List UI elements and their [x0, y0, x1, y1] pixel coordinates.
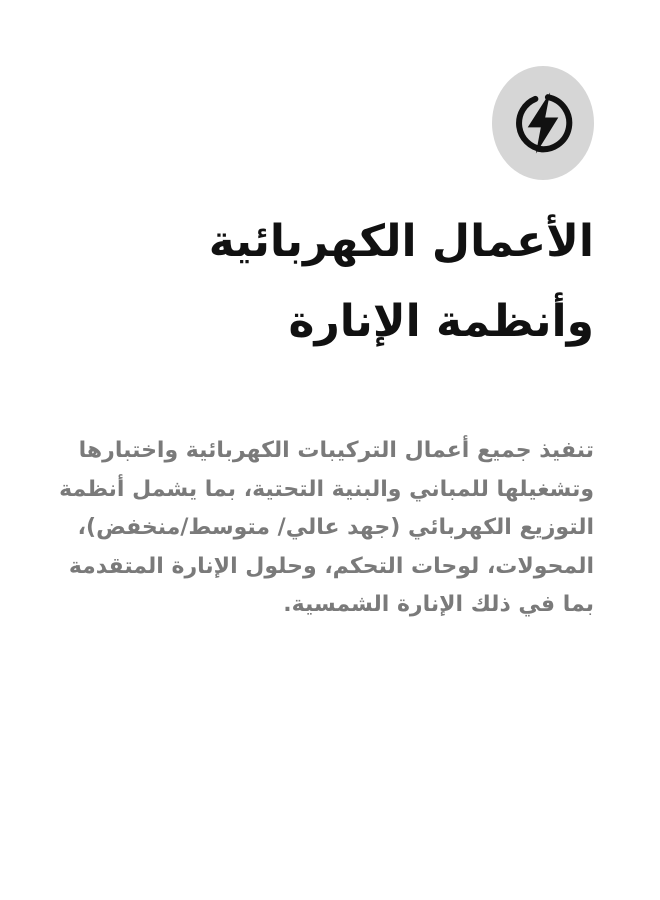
lightning-bolt-icon [508, 88, 578, 158]
title-line-1: الأعمال الكهربائية [208, 216, 594, 267]
icon-badge [492, 66, 594, 180]
title-line-2: وأنظمة الإنارة [288, 296, 594, 347]
page-title [40, 202, 594, 362]
service-description: تنفيذ جميع أعمال التركيبات الكهربائية واختبارها وتشغيلها للمباني والبنية التحتية، بما يشمل أنظمة التوزيع الكهربائي (جهد عالي/ متوسط/منخفض)، المحولات، لوحات التحكم، وحلول الإنارة المتقدمة بما في ذلك الإنارة الشمسية. [59, 438, 594, 617]
